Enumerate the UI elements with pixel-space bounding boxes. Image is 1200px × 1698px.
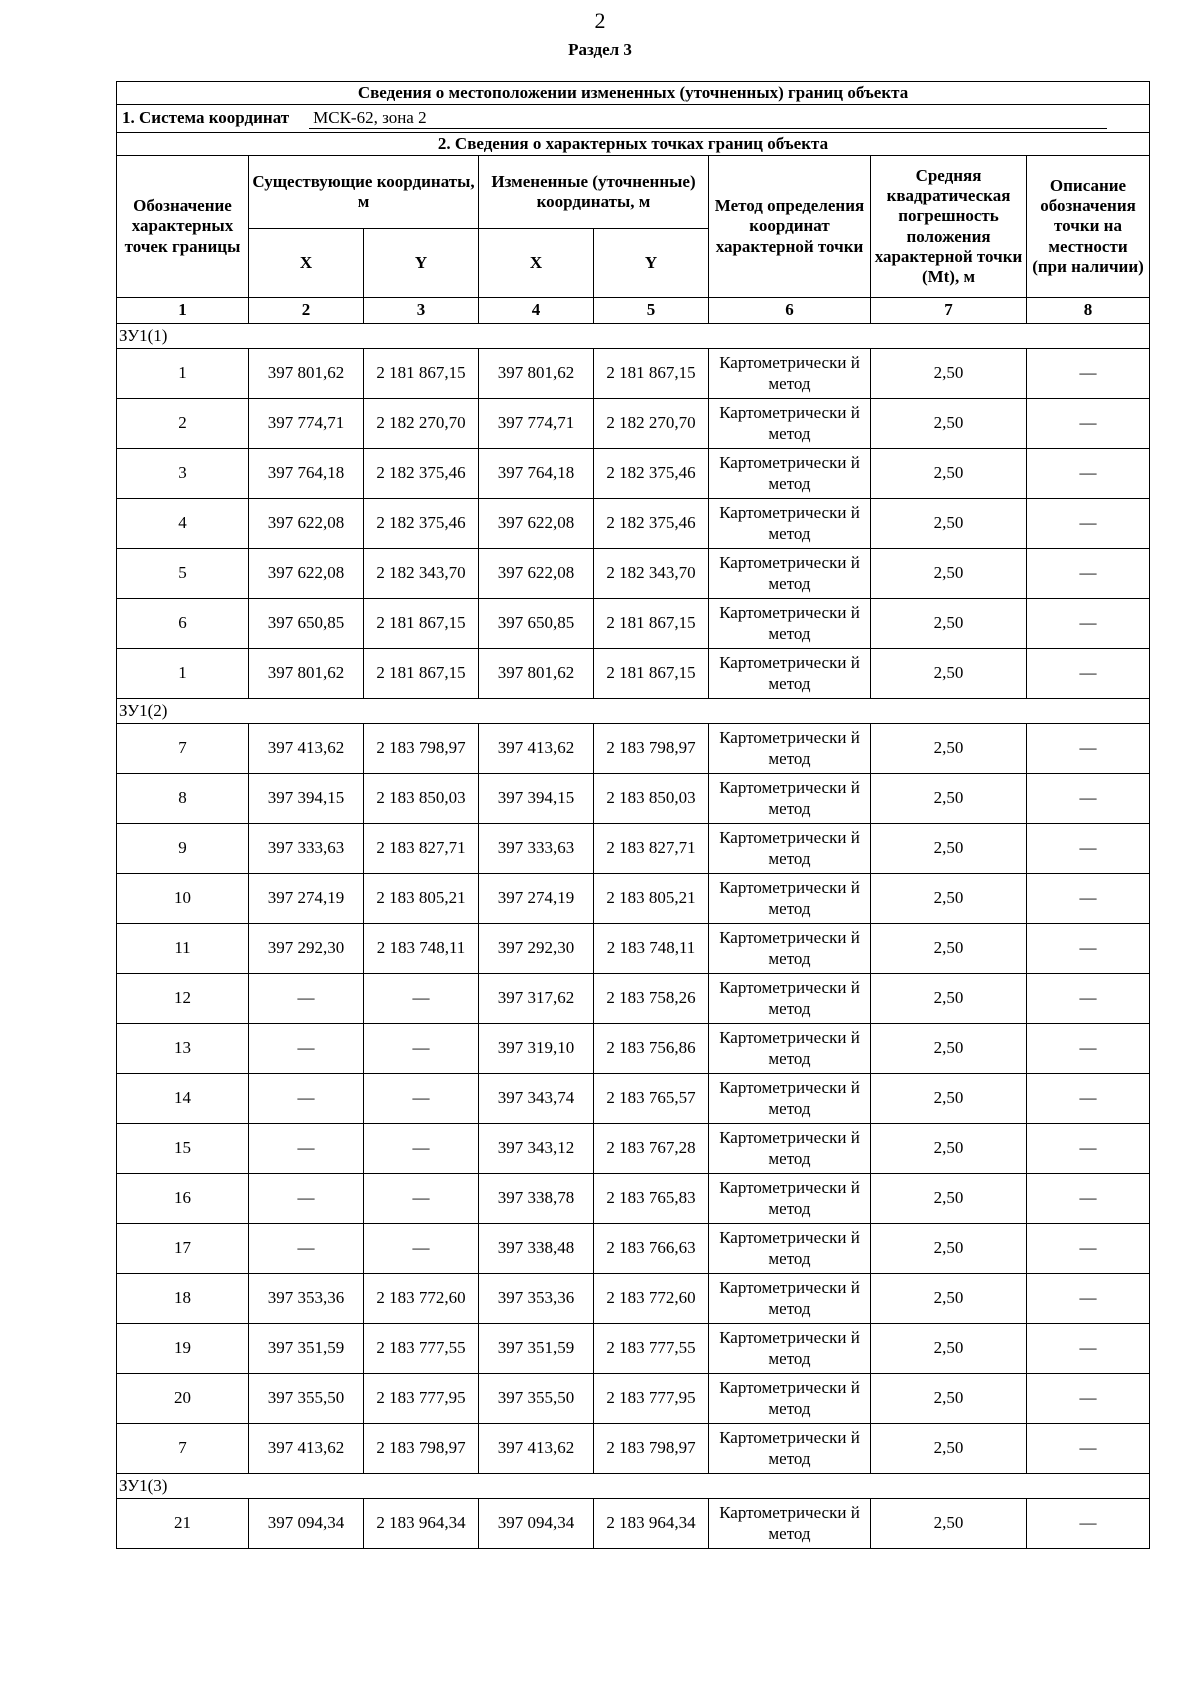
- changed-x-cell: 397 413,62: [479, 724, 594, 774]
- table-row: [117, 1174, 1150, 1224]
- method-cell: Картометрически й метод: [709, 774, 871, 824]
- table-row: [117, 1499, 1150, 1549]
- method-cell: Картометрически й метод: [709, 1074, 871, 1124]
- changed-x-cell: 397 650,85: [479, 599, 594, 649]
- description-cell: —: [1027, 924, 1150, 974]
- changed-y-cell: 2 183 805,21: [594, 874, 709, 924]
- method-cell: Картометрически й метод: [709, 399, 871, 449]
- description-cell: —: [1027, 1499, 1150, 1549]
- existing-y-cell: 2 182 270,70: [364, 399, 479, 449]
- existing-y-cell: 2 183 827,71: [364, 824, 479, 874]
- changed-x-cell: 397 343,12: [479, 1124, 594, 1174]
- description-cell: —: [1027, 499, 1150, 549]
- existing-y-cell: 2 183 748,11: [364, 924, 479, 974]
- existing-x-cell: —: [249, 1224, 364, 1274]
- changed-x-cell: 397 351,59: [479, 1324, 594, 1374]
- method-cell: Картометрически й метод: [709, 1324, 871, 1374]
- header-changed-y: Y: [594, 229, 709, 298]
- table-row: [117, 724, 1150, 774]
- error-cell: 2,50: [871, 1274, 1027, 1324]
- changed-y-cell: 2 182 375,46: [594, 499, 709, 549]
- point-number-cell: 11: [117, 924, 249, 974]
- changed-x-cell: 397 764,18: [479, 449, 594, 499]
- error-cell: 2,50: [871, 1224, 1027, 1274]
- table-row: [117, 399, 1150, 449]
- existing-y-cell: 2 183 777,95: [364, 1374, 479, 1424]
- existing-x-cell: 397 394,15: [249, 774, 364, 824]
- description-cell: —: [1027, 399, 1150, 449]
- error-cell: 2,50: [871, 399, 1027, 449]
- point-number-cell: 4: [117, 499, 249, 549]
- changed-x-cell: 397 317,62: [479, 974, 594, 1024]
- point-number-cell: 15: [117, 1124, 249, 1174]
- existing-x-cell: 397 650,85: [249, 599, 364, 649]
- page-number: 2: [594, 8, 606, 33]
- changed-x-cell: 397 353,36: [479, 1274, 594, 1324]
- method-cell: Картометрически й метод: [709, 599, 871, 649]
- error-cell: 2,50: [871, 1074, 1027, 1124]
- column-number: 3: [364, 298, 479, 324]
- method-cell: Картометрически й метод: [709, 724, 871, 774]
- point-number-cell: 18: [117, 1274, 249, 1324]
- error-cell: 2,50: [871, 1324, 1027, 1374]
- points-title: 2. Сведения о характерных точках границ объекта: [117, 133, 1150, 156]
- table-row: [117, 974, 1150, 1024]
- table-row: [117, 599, 1150, 649]
- existing-x-cell: 397 333,63: [249, 824, 364, 874]
- error-cell: 2,50: [871, 774, 1027, 824]
- existing-x-cell: 397 413,62: [249, 724, 364, 774]
- error-cell: 2,50: [871, 924, 1027, 974]
- error-cell: 2,50: [871, 1374, 1027, 1424]
- changed-y-cell: 2 181 867,15: [594, 349, 709, 399]
- method-cell: Картометрически й метод: [709, 549, 871, 599]
- changed-y-cell: 2 183 756,86: [594, 1024, 709, 1074]
- method-cell: Картометрически й метод: [709, 1024, 871, 1074]
- error-cell: 2,50: [871, 974, 1027, 1024]
- point-number-cell: 5: [117, 549, 249, 599]
- boundary-points-table: [116, 81, 1150, 1549]
- changed-x-cell: 397 355,50: [479, 1374, 594, 1424]
- table-row: [117, 1074, 1150, 1124]
- changed-y-cell: 2 183 748,11: [594, 924, 709, 974]
- changed-x-cell: 397 094,34: [479, 1499, 594, 1549]
- changed-x-cell: 397 413,62: [479, 1424, 594, 1474]
- method-cell: Картометрически й метод: [709, 1424, 871, 1474]
- changed-y-cell: 2 183 765,83: [594, 1174, 709, 1224]
- existing-y-cell: 2 181 867,15: [364, 649, 479, 699]
- column-number: 2: [249, 298, 364, 324]
- table-row: [117, 1374, 1150, 1424]
- method-cell: Картометрически й метод: [709, 1124, 871, 1174]
- changed-y-cell: 2 183 827,71: [594, 824, 709, 874]
- existing-y-cell: 2 183 805,21: [364, 874, 479, 924]
- existing-x-cell: 397 774,71: [249, 399, 364, 449]
- existing-y-cell: 2 182 375,46: [364, 449, 479, 499]
- changed-y-cell: 2 183 766,63: [594, 1224, 709, 1274]
- existing-y-cell: —: [364, 1024, 479, 1074]
- description-cell: —: [1027, 649, 1150, 699]
- changed-x-cell: 397 774,71: [479, 399, 594, 449]
- error-cell: 2,50: [871, 1499, 1027, 1549]
- description-cell: —: [1027, 449, 1150, 499]
- changed-y-cell: 2 183 798,97: [594, 1424, 709, 1474]
- existing-x-cell: 397 413,62: [249, 1424, 364, 1474]
- point-number-cell: 8: [117, 774, 249, 824]
- error-cell: 2,50: [871, 874, 1027, 924]
- changed-y-cell: 2 183 777,55: [594, 1324, 709, 1374]
- table-row: [117, 1324, 1150, 1374]
- point-number-cell: 19: [117, 1324, 249, 1374]
- changed-x-cell: 397 622,08: [479, 549, 594, 599]
- existing-y-cell: 2 183 964,34: [364, 1499, 479, 1549]
- changed-x-cell: 397 319,10: [479, 1024, 594, 1074]
- error-cell: 2,50: [871, 824, 1027, 874]
- point-number-cell: 12: [117, 974, 249, 1024]
- method-cell: Картометрически й метод: [709, 1174, 871, 1224]
- table-row: [117, 649, 1150, 699]
- existing-x-cell: —: [249, 974, 364, 1024]
- method-cell: Картометрически й метод: [709, 874, 871, 924]
- point-number-cell: 6: [117, 599, 249, 649]
- existing-y-cell: —: [364, 1124, 479, 1174]
- error-cell: 2,50: [871, 1424, 1027, 1474]
- changed-x-cell: 397 801,62: [479, 649, 594, 699]
- changed-x-cell: 397 333,63: [479, 824, 594, 874]
- point-number-cell: 1: [117, 349, 249, 399]
- point-number-cell: 20: [117, 1374, 249, 1424]
- description-cell: —: [1027, 874, 1150, 924]
- header-existing-x: X: [249, 229, 364, 298]
- changed-y-cell: 2 181 867,15: [594, 599, 709, 649]
- description-cell: —: [1027, 1274, 1150, 1324]
- description-cell: —: [1027, 599, 1150, 649]
- point-number-cell: 13: [117, 1024, 249, 1074]
- error-cell: 2,50: [871, 449, 1027, 499]
- point-number-cell: 7: [117, 1424, 249, 1474]
- existing-x-cell: 397 353,36: [249, 1274, 364, 1324]
- point-number-cell: 9: [117, 824, 249, 874]
- column-number: 8: [1027, 298, 1150, 324]
- existing-x-cell: 397 351,59: [249, 1324, 364, 1374]
- existing-x-cell: —: [249, 1174, 364, 1224]
- error-cell: 2,50: [871, 649, 1027, 699]
- existing-x-cell: 397 801,62: [249, 349, 364, 399]
- point-number-cell: 14: [117, 1074, 249, 1124]
- table-row: [117, 349, 1150, 399]
- header-point-designation: Обозначение характерных точек границы: [117, 156, 249, 298]
- coord-system-label: 1. Система координат: [122, 107, 290, 127]
- point-number-cell: 17: [117, 1224, 249, 1274]
- table-row: [117, 824, 1150, 874]
- existing-x-cell: 397 292,30: [249, 924, 364, 974]
- header-existing-y: Y: [364, 229, 479, 298]
- point-number-cell: 10: [117, 874, 249, 924]
- group-label: ЗУ1(3): [117, 1474, 1150, 1499]
- error-cell: 2,50: [871, 349, 1027, 399]
- description-cell: —: [1027, 1174, 1150, 1224]
- existing-x-cell: 397 764,18: [249, 449, 364, 499]
- existing-x-cell: 397 622,08: [249, 549, 364, 599]
- existing-y-cell: —: [364, 1074, 479, 1124]
- changed-x-cell: 397 338,78: [479, 1174, 594, 1224]
- table-row: [117, 774, 1150, 824]
- existing-x-cell: —: [249, 1074, 364, 1124]
- group-row: [117, 699, 1150, 724]
- method-cell: Картометрически й метод: [709, 1224, 871, 1274]
- existing-y-cell: —: [364, 1224, 479, 1274]
- section-title: Раздел 3: [568, 40, 632, 59]
- existing-x-cell: 397 274,19: [249, 874, 364, 924]
- changed-y-cell: 2 183 850,03: [594, 774, 709, 824]
- description-cell: —: [1027, 549, 1150, 599]
- column-number: 1: [117, 298, 249, 324]
- description-cell: —: [1027, 1424, 1150, 1474]
- method-cell: Картометрически й метод: [709, 349, 871, 399]
- existing-y-cell: 2 183 850,03: [364, 774, 479, 824]
- error-cell: 2,50: [871, 724, 1027, 774]
- existing-y-cell: 2 182 375,46: [364, 499, 479, 549]
- coord-system-value: МСК-62, зона 2: [309, 108, 1107, 129]
- method-cell: Картометрически й метод: [709, 1374, 871, 1424]
- existing-y-cell: 2 183 777,55: [364, 1324, 479, 1374]
- existing-y-cell: —: [364, 974, 479, 1024]
- changed-x-cell: 397 274,19: [479, 874, 594, 924]
- changed-y-cell: 2 183 964,34: [594, 1499, 709, 1549]
- existing-y-cell: 2 183 798,97: [364, 724, 479, 774]
- changed-y-cell: 2 183 758,26: [594, 974, 709, 1024]
- column-number: 7: [871, 298, 1027, 324]
- error-cell: 2,50: [871, 599, 1027, 649]
- changed-y-cell: 2 183 765,57: [594, 1074, 709, 1124]
- changed-x-cell: 397 343,74: [479, 1074, 594, 1124]
- description-cell: —: [1027, 1374, 1150, 1424]
- group-row: [117, 1474, 1150, 1499]
- error-cell: 2,50: [871, 1124, 1027, 1174]
- group-row: [117, 324, 1150, 349]
- description-cell: —: [1027, 974, 1150, 1024]
- changed-y-cell: 2 181 867,15: [594, 649, 709, 699]
- method-cell: Картометрически й метод: [709, 974, 871, 1024]
- existing-x-cell: 397 094,34: [249, 1499, 364, 1549]
- existing-x-cell: 397 355,50: [249, 1374, 364, 1424]
- table-row: [117, 499, 1150, 549]
- changed-x-cell: 397 394,15: [479, 774, 594, 824]
- existing-x-cell: 397 622,08: [249, 499, 364, 549]
- changed-x-cell: 397 292,30: [479, 924, 594, 974]
- description-cell: —: [1027, 1024, 1150, 1074]
- changed-y-cell: 2 182 375,46: [594, 449, 709, 499]
- header-changed-coords: Измененные (уточненные) координаты, м: [479, 156, 709, 229]
- changed-x-cell: 397 338,48: [479, 1224, 594, 1274]
- changed-y-cell: 2 183 798,97: [594, 724, 709, 774]
- column-number: 5: [594, 298, 709, 324]
- existing-y-cell: —: [364, 1174, 479, 1224]
- changed-y-cell: 2 183 767,28: [594, 1124, 709, 1174]
- changed-y-cell: 2 183 772,60: [594, 1274, 709, 1324]
- table-row: [117, 1024, 1150, 1074]
- point-number-cell: 16: [117, 1174, 249, 1224]
- table-row: [117, 449, 1150, 499]
- changed-x-cell: 397 801,62: [479, 349, 594, 399]
- table-row: [117, 1224, 1150, 1274]
- header-error: Средняя квадратическая погрешность положения характерной точки (Mt), м: [871, 156, 1027, 298]
- header-method: Метод определения координат характерной точки: [709, 156, 871, 298]
- point-number-cell: 3: [117, 449, 249, 499]
- description-cell: —: [1027, 724, 1150, 774]
- method-cell: Картометрически й метод: [709, 449, 871, 499]
- method-cell: Картометрически й метод: [709, 1274, 871, 1324]
- column-number: 4: [479, 298, 594, 324]
- description-cell: —: [1027, 774, 1150, 824]
- existing-y-cell: 2 183 772,60: [364, 1274, 479, 1324]
- method-cell: Картометрически й метод: [709, 924, 871, 974]
- description-cell: —: [1027, 1224, 1150, 1274]
- column-number: 6: [709, 298, 871, 324]
- method-cell: Картометрически й метод: [709, 649, 871, 699]
- changed-y-cell: 2 182 343,70: [594, 549, 709, 599]
- table-row: [117, 1424, 1150, 1474]
- error-cell: 2,50: [871, 1174, 1027, 1224]
- table-row: [117, 1124, 1150, 1174]
- point-number-cell: 7: [117, 724, 249, 774]
- error-cell: 2,50: [871, 499, 1027, 549]
- table-row: [117, 1274, 1150, 1324]
- description-cell: —: [1027, 1124, 1150, 1174]
- existing-y-cell: 2 183 798,97: [364, 1424, 479, 1474]
- method-cell: Картометрически й метод: [709, 499, 871, 549]
- description-cell: —: [1027, 349, 1150, 399]
- description-cell: —: [1027, 1324, 1150, 1374]
- existing-x-cell: —: [249, 1024, 364, 1074]
- existing-x-cell: —: [249, 1124, 364, 1174]
- description-cell: —: [1027, 824, 1150, 874]
- point-number-cell: 1: [117, 649, 249, 699]
- existing-y-cell: 2 182 343,70: [364, 549, 479, 599]
- group-label: ЗУ1(1): [117, 324, 1150, 349]
- error-cell: 2,50: [871, 549, 1027, 599]
- error-cell: 2,50: [871, 1024, 1027, 1074]
- changed-x-cell: 397 622,08: [479, 499, 594, 549]
- group-label: ЗУ1(2): [117, 699, 1150, 724]
- existing-x-cell: 397 801,62: [249, 649, 364, 699]
- coord-system-row: [117, 105, 1150, 133]
- changed-y-cell: 2 183 777,95: [594, 1374, 709, 1424]
- table-row: [117, 874, 1150, 924]
- existing-y-cell: 2 181 867,15: [364, 599, 479, 649]
- table-title: Сведения о местоположении измененных (уточненных) границ объекта: [117, 82, 1150, 105]
- point-number-cell: 2: [117, 399, 249, 449]
- header-existing-coords: Существующие координаты, м: [249, 156, 479, 229]
- method-cell: Картометрически й метод: [709, 1499, 871, 1549]
- description-cell: —: [1027, 1074, 1150, 1124]
- header-description: Описание обозначения точки на местности (при наличии): [1027, 156, 1150, 298]
- existing-y-cell: 2 181 867,15: [364, 349, 479, 399]
- method-cell: Картометрически й метод: [709, 824, 871, 874]
- table-row: [117, 549, 1150, 599]
- table-row: [117, 924, 1150, 974]
- point-number-cell: 21: [117, 1499, 249, 1549]
- changed-y-cell: 2 182 270,70: [594, 399, 709, 449]
- header-changed-x: X: [479, 229, 594, 298]
